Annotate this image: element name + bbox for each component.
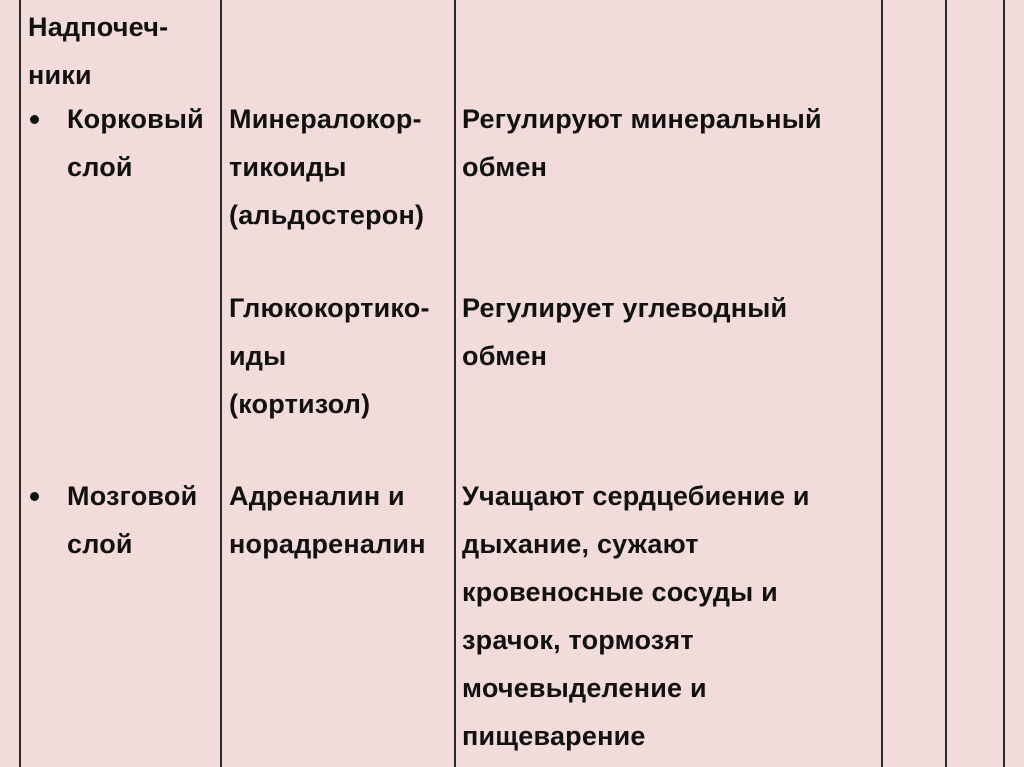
bullet-icon — [30, 492, 39, 501]
hormone-adrenaline — [229, 472, 426, 568]
bullet-icon — [30, 115, 39, 124]
effect-line: мочевыделение и — [462, 673, 707, 703]
medulla-part-cell — [67, 472, 197, 568]
organ-line: ники — [28, 60, 92, 90]
organ-cell — [28, 3, 168, 99]
effect-line: зрачок, тормозят — [462, 625, 694, 655]
column-divider — [220, 0, 222, 767]
effect-line: обмен — [462, 341, 548, 371]
hormone-mineralocorticoids — [229, 95, 424, 239]
organ-line: Надпочеч- — [28, 12, 169, 42]
cortex-part-line: слой — [67, 152, 133, 182]
effect-line: Регулирует углеводный — [462, 293, 788, 323]
medulla-part-line: слой — [67, 529, 133, 559]
hormone-line: (альдостерон) — [229, 200, 425, 230]
hormone-line: норадреналин — [229, 529, 426, 559]
column-divider — [19, 0, 21, 767]
effect-line: кровеносные сосуды и — [462, 577, 778, 607]
hormone-line: иды — [229, 341, 287, 371]
column-divider — [881, 0, 883, 767]
column-divider — [1003, 0, 1005, 767]
effect-line: дыхание, сужают — [462, 529, 699, 559]
effect-line: Учащают сердцебиение и — [462, 481, 810, 511]
effect-carbohydrate — [462, 284, 787, 380]
hormone-line: тикоиды — [229, 152, 347, 182]
effect-line: пищеварение — [462, 721, 646, 751]
hormone-line: (кортизол) — [229, 389, 371, 419]
hormone-line: Глюкокортико- — [229, 293, 430, 323]
hormone-line: Минералокор- — [229, 104, 422, 134]
column-divider — [454, 0, 456, 767]
column-divider — [945, 0, 947, 767]
hormone-glucocorticoids — [229, 284, 430, 428]
medulla-part-line: Мозговой — [67, 481, 198, 511]
effect-mineral — [462, 95, 822, 191]
effect-adrenaline — [462, 472, 810, 760]
effect-line: обмен — [462, 152, 548, 182]
cortex-part-cell — [67, 95, 204, 191]
effect-line: Регулируют минеральный — [462, 104, 822, 134]
hormone-line: Адреналин и — [229, 481, 405, 511]
cortex-part-line: Корковый — [67, 104, 204, 134]
